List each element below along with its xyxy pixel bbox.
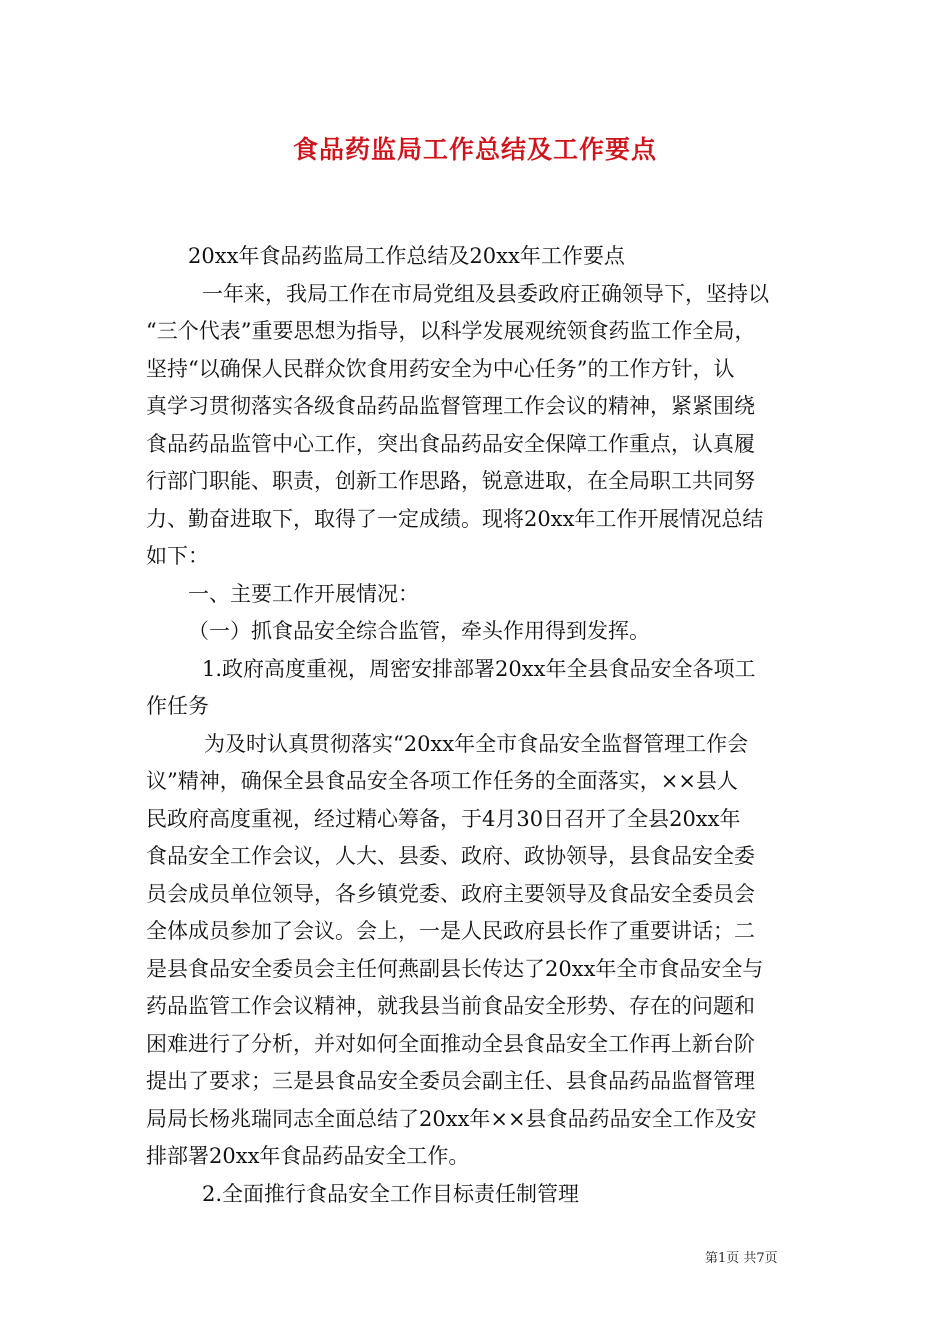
item-heading: 2.全面推行食品安全工作目标责任制管理 [202, 1181, 580, 1206]
paragraph-line: 局局长杨兆瑞同志全面总结了20xx年××县食品药品安全工作及安 [146, 1106, 757, 1131]
paragraph-line: 民政府高度重视，经过精心筹备，于4月30日召开了全县20xx年 [146, 806, 741, 831]
paragraph-line: 是县食品安全委员会主任何燕副县长传达了20xx年全市食品安全与 [146, 956, 764, 981]
paragraph-line: 坚持“以确保人民群众饮食用药安全为中心任务”的工作方针，认 [146, 356, 735, 381]
subsection-heading: （一）抓食品安全综合监管，牵头作用得到发挥。 [188, 619, 650, 643]
paragraph-line: 食品安全工作会议，人大、县委、政府、政协领导，县食品安全委 [146, 844, 755, 868]
paragraph-line: 作任务 [146, 694, 209, 718]
paragraph-line: 议”精神，确保全县食品安全各项工作任务的全面落实，××县人 [146, 769, 738, 793]
item-heading: 1.政府高度重视，周密安排部署20xx年全县食品安全各项工 [202, 656, 756, 681]
paragraph-line: 为及时认真贯彻落实“20xx年全市食品安全监督管理工作会 [204, 731, 749, 756]
section-heading: 一、主要工作开展情况： [188, 581, 419, 606]
document-body [146, 238, 806, 1213]
paragraph-line: 真学习贯彻落实各级食品药品监督管理工作会议的精神，紧紧围绕 [146, 394, 755, 418]
paragraph-line: 食品药品监管中心工作，突出食品药品安全保障工作重点，认真履 [146, 431, 755, 456]
page-number: 第1页 共7页 [705, 1251, 778, 1266]
paragraph-line: 如下： [146, 544, 209, 568]
subtitle-line: 20xx年食品药监局工作总结及20xx年工作要点 [188, 244, 625, 268]
paragraph-line: 提出了要求；三是县食品安全委员会副主任、县食品药品监督管理 [146, 1069, 755, 1093]
paragraph-line: 全体成员参加了会议。会上，一是人民政府县长作了重要讲话；二 [146, 919, 755, 943]
paragraph-line: 员会成员单位领导，各乡镇党委、政府主要领导及食品安全委员会 [146, 881, 755, 906]
paragraph-line: 行部门职能、职责，创新工作思路，锐意进取，在全局职工共同努 [146, 469, 755, 493]
paragraph-line: 药品监管工作会议精神，就我县当前食品安全形势、存在的问题和 [146, 994, 755, 1018]
paragraph-line: “三个代表”重要思想为指导，以科学发展观统领食药监工作全局， [146, 319, 756, 343]
paragraph-line: 一年来，我局工作在市局党组及县委政府正确领导下，坚持以 [202, 281, 769, 306]
paragraph-line: 排部署20xx年食品药品安全工作。 [146, 1144, 470, 1168]
document-title: 食品药监局工作总结及工作要点 [292, 135, 657, 164]
paragraph-line: 力、勤奋进取下，取得了一定成绩。现将20xx年工作开展情况总结 [146, 506, 764, 531]
paragraph-line: 困难进行了分析，并对如何全面推动全县食品安全工作再上新台阶 [146, 1031, 755, 1056]
